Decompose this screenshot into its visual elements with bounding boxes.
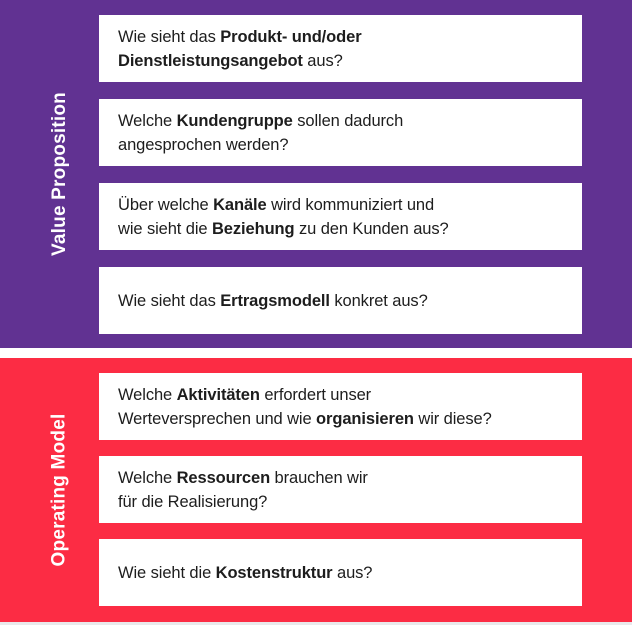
question-line: für die Realisierung? bbox=[118, 492, 268, 511]
question-card bbox=[99, 456, 582, 523]
question-card bbox=[99, 183, 582, 250]
question-card bbox=[99, 99, 582, 166]
question-line: Wie sieht die Kostenstruktur aus? bbox=[118, 563, 373, 582]
question-card bbox=[99, 539, 582, 606]
section-label-operating-model: Operating Model bbox=[48, 413, 70, 567]
question-text bbox=[118, 193, 570, 241]
value-proposition-cards bbox=[99, 15, 582, 334]
question-line: Über welche Kanäle wird kommuniziert und bbox=[118, 195, 435, 214]
question-text bbox=[118, 383, 570, 431]
question-line: Wie sieht das Produkt- und/oder bbox=[118, 27, 362, 46]
value-proposition-label-column bbox=[10, 0, 109, 348]
question-line: Welche Kundengruppe sollen dadurch bbox=[118, 111, 404, 130]
question-text bbox=[118, 561, 570, 585]
question-line: wie sieht die Beziehung zu den Kunden aus? bbox=[118, 219, 449, 238]
question-text bbox=[118, 109, 570, 157]
question-card bbox=[99, 15, 582, 82]
question-text bbox=[118, 25, 570, 73]
operating-model-label-column bbox=[10, 358, 109, 622]
section-label-value-proposition: Value Proposition bbox=[48, 92, 70, 256]
operating-model-cards bbox=[99, 373, 582, 606]
section-operating-model bbox=[0, 358, 632, 622]
question-text bbox=[118, 289, 570, 313]
question-line: Werteversprechen und wie organisieren wir diese? bbox=[118, 409, 492, 428]
question-card bbox=[99, 373, 582, 440]
question-text bbox=[118, 466, 570, 514]
question-line: Welche Ressourcen brauchen wir bbox=[118, 468, 368, 487]
question-line: angesprochen werden? bbox=[118, 135, 289, 154]
question-line: Welche Aktivitäten erfordert unser bbox=[118, 385, 372, 404]
question-card bbox=[99, 267, 582, 334]
question-line: Dienstleistungsangebot aus? bbox=[118, 51, 343, 70]
question-line: Wie sieht das Ertragsmodell konkret aus? bbox=[118, 291, 428, 310]
